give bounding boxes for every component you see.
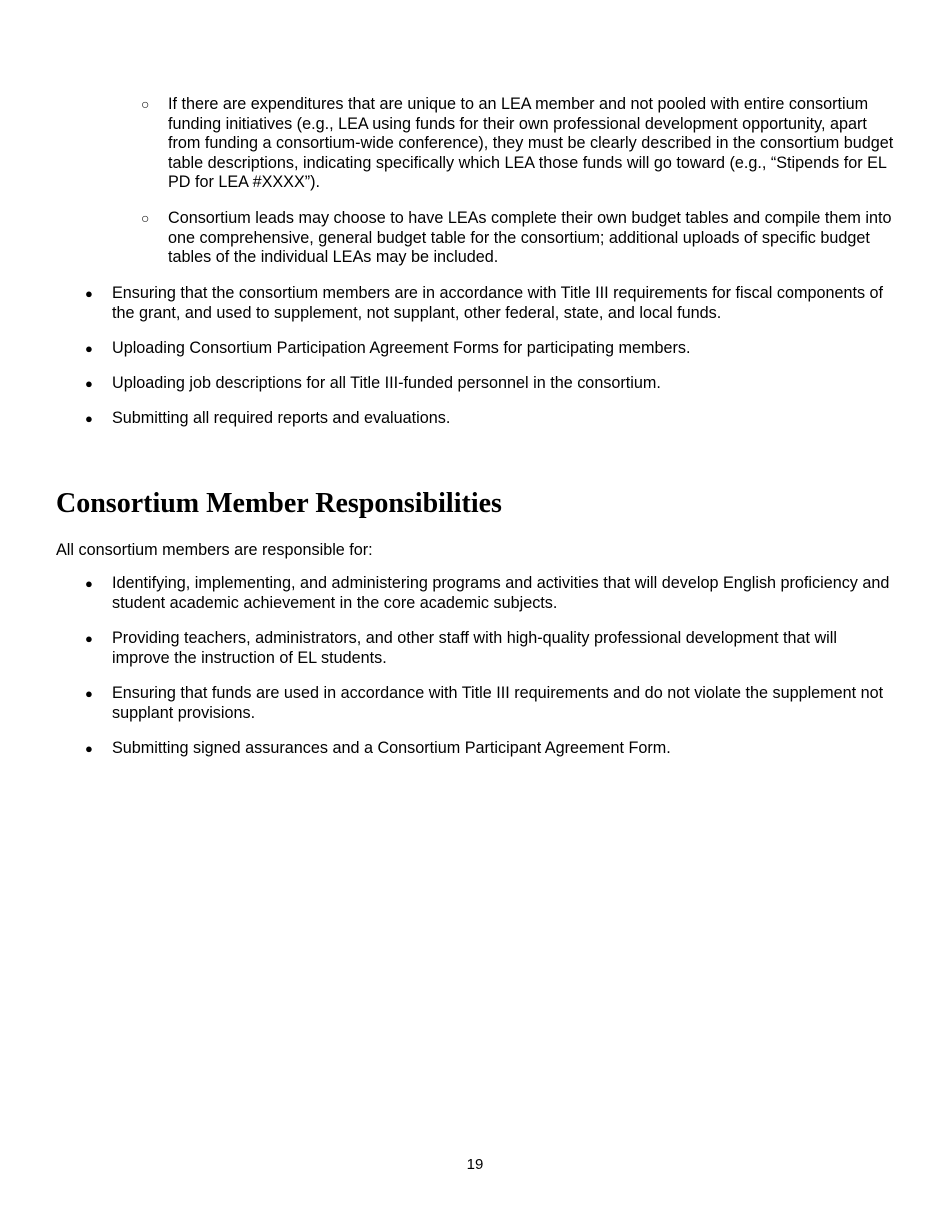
- list-item: [85, 374, 892, 394]
- list-item: [85, 684, 892, 723]
- bullet-icon: ●: [85, 376, 93, 391]
- hollow-circle-bullet-icon: ○: [141, 210, 150, 226]
- list-item-text: Identifying, implementing, and administering programs and activities that will develop English proficiency and student academic achievement in the core academic subjects.: [112, 574, 890, 612]
- bullet-icon: ●: [85, 631, 93, 646]
- bullet-icon: ●: [85, 686, 93, 701]
- bullet-icon: ●: [85, 576, 93, 591]
- sub-list-item: [141, 209, 898, 268]
- list-item-text: Uploading Consortium Participation Agreement Forms for participating members.: [112, 339, 691, 357]
- bullet-icon: ●: [85, 411, 93, 426]
- list-item-text: Submitting signed assurances and a Consortium Participant Agreement Form.: [112, 739, 671, 757]
- list-item-text: Submitting all required reports and evaluations.: [112, 409, 451, 427]
- list-item-text: Ensuring that the consortium members are in accordance with Title III requirements for fiscal components of the grant, and used to supplement, not supplant, other federal, state, and local funds.: [112, 284, 884, 322]
- list-item-text: Ensuring that funds are used in accordance with Title III requirements and do not violate the supplement not supplant provisions.: [112, 684, 884, 722]
- list-item-text: Providing teachers, administrators, and other staff with high-quality professional development that will improve the instruction of EL students.: [112, 629, 837, 667]
- section-intro: All consortium members are responsible for:: [56, 541, 373, 559]
- list-item: [85, 409, 892, 429]
- list-item: [85, 339, 892, 359]
- sub-list-item: [141, 95, 898, 193]
- list-item: [85, 284, 892, 323]
- page-number: 19: [466, 1156, 484, 1173]
- sub-list-item-text: If there are expenditures that are unique to an LEA member and not pooled with entire consortium funding initiatives (e.g., LEA using funds for their own professional development opportunity, apart from funding a consortium-wide conference), they must be clearly described in the consortium budget table descriptions, indicating specifically which LEA those funds will go toward (e.g., “Stipends for EL PD for LEA #XXXX”).: [168, 95, 894, 191]
- sub-list-item-text: Consortium leads may choose to have LEAs complete their own budget tables and compile them into one comprehensive, general budget table for the consortium; additional uploads of specific budget tables of the individual LEAs may be included.: [168, 209, 892, 266]
- bullet-icon: ●: [85, 286, 93, 301]
- bullet-icon: ●: [85, 341, 93, 356]
- section-heading: Consortium Member Responsibilities: [56, 488, 502, 519]
- list-item-text: Uploading job descriptions for all Title III-funded personnel in the consortium.: [112, 374, 661, 392]
- list-item: [85, 574, 892, 613]
- bullet-icon: ●: [85, 741, 93, 756]
- list-item: [85, 739, 892, 759]
- list-item: [85, 629, 892, 668]
- hollow-circle-bullet-icon: ○: [141, 96, 150, 112]
